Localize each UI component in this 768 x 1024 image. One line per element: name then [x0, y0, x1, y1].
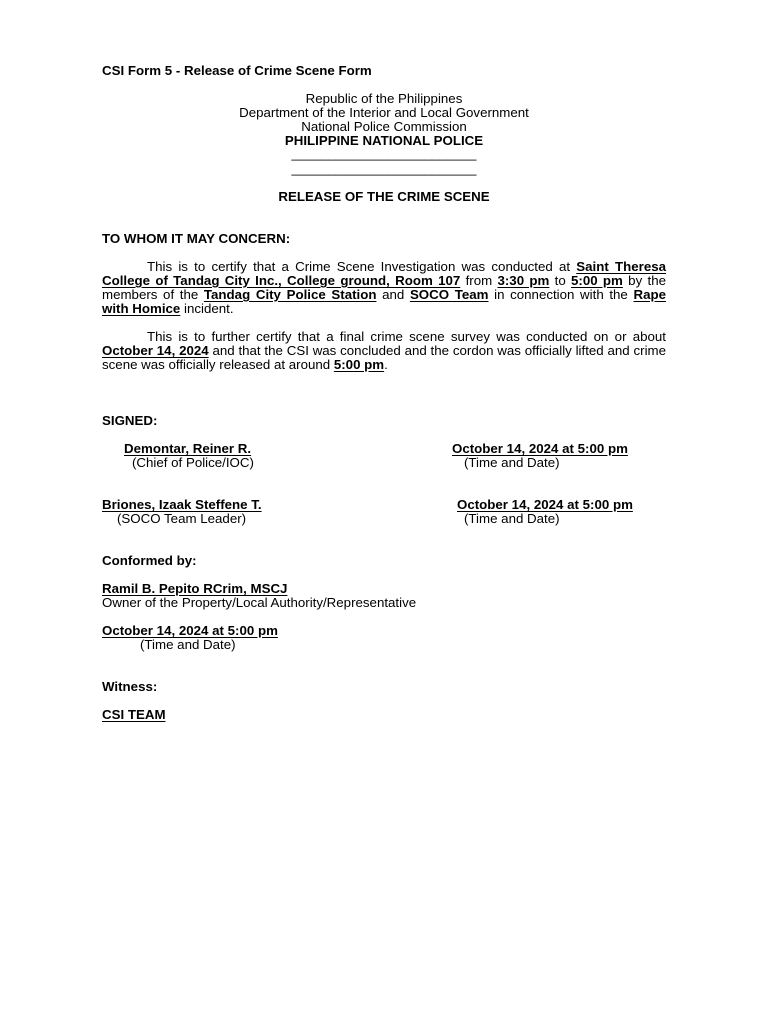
release-time-value: 5:00 pm	[333, 357, 385, 372]
conformer-role: Owner of the Property/Local Authority/Representative	[102, 595, 417, 610]
signatory-1-datetime: October 14, 2024 at 5:00 pm	[452, 441, 628, 456]
document-title: RELEASE OF THE CRIME SCENE	[278, 189, 490, 204]
witness-value: CSI TEAM	[102, 707, 166, 722]
signatory-2-datetime: October 14, 2024 at 5:00 pm	[457, 497, 633, 512]
time-to-value: 5:00 pm	[571, 273, 623, 288]
signatory-1-name: Demontar, Reiner R.	[124, 441, 252, 456]
signatory-1-datetime-label: (Time and Date)	[464, 455, 560, 470]
location-value: Saint Theresa College of Tandag City Inc., College ground, Room 107	[102, 259, 666, 288]
signatory-2-role: (SOCO Team Leader)	[117, 511, 247, 526]
signed-label: SIGNED:	[102, 413, 158, 428]
header-pnp: PHILIPPINE NATIONAL POLICE	[284, 133, 484, 148]
header-blank-line-2: _________________________	[291, 161, 477, 176]
signatory-2-name: Briones, Izaak Steffene T.	[102, 497, 262, 512]
survey-date-value: October 14, 2024	[102, 343, 209, 358]
signatory-1-role: (Chief of Police/IOC)	[132, 455, 254, 470]
conformer-datetime-label: (Time and Date)	[140, 637, 236, 652]
conformer-name: Ramil B. Pepito RCrim, MSCJ	[102, 581, 288, 596]
form-title: CSI Form 5 - Release of Crime Scene Form	[102, 63, 372, 78]
salutation: TO WHOM IT MAY CONCERN:	[102, 231, 291, 246]
conformer-datetime: October 14, 2024 at 5:00 pm	[102, 623, 278, 638]
header-department: Department of the Interior and Local Government	[239, 105, 529, 120]
header-republic: Republic of the Philippines	[305, 91, 463, 106]
signatory-2-datetime-label: (Time and Date)	[464, 511, 560, 526]
certification-paragraph-2: This is to further certify that a final crime scene survey was conducted on or about October 14, 2024 and that the CSI was concluded and the cordon was officially lifted and crime scene was officially released at around 5:00 pm.	[102, 329, 666, 372]
witness-label: Witness:	[102, 679, 158, 694]
incident-value: Rape with Homice	[102, 287, 666, 316]
police-unit-value: Tandag City Police Station	[203, 287, 377, 302]
team-value: SOCO Team	[409, 287, 489, 302]
certification-paragraph-1: This is to certify that a Crime Scene Investigation was conducted at Saint Theresa College of Tandag City Inc., College ground, Room 107 from 3:30 pm to 5:00 pm by the members of the Tandag City Police Station and SOCO Team in connection with the Rape with Homice incident.	[102, 259, 667, 316]
header-commission: National Police Commission	[301, 119, 467, 134]
header-blank-line-1: _________________________	[291, 146, 477, 161]
conformed-label: Conformed by:	[102, 553, 197, 568]
time-from-value: 3:30 pm	[497, 273, 550, 288]
